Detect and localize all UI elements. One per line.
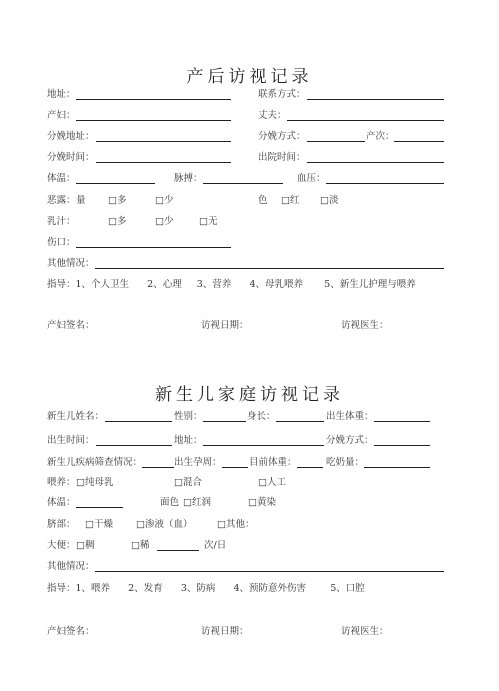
stool-thick-checkbox[interactable]: □ 稠 xyxy=(76,540,95,552)
newborn-name-label: 新生儿姓名： xyxy=(47,411,105,422)
milk-more-checkbox[interactable]: □ 多 xyxy=(108,216,127,228)
stool-frequency-field[interactable] xyxy=(157,550,199,551)
newborn-title: 新生儿家庭访视记录 xyxy=(155,385,344,405)
rosy-checkbox[interactable]: □ 红润 xyxy=(183,497,211,509)
birth-weight-field[interactable] xyxy=(374,421,430,422)
formula-feeding-checkbox[interactable]: □ 人工 xyxy=(258,477,286,489)
screening-field[interactable] xyxy=(142,467,174,468)
blood-pressure-label: 血压： xyxy=(297,173,326,184)
blood-pressure-field[interactable] xyxy=(326,183,444,184)
milk-amount-label: 吃奶量： xyxy=(326,457,365,468)
milk-amount-field[interactable] xyxy=(364,467,430,468)
newborn-visit-doctor-label: 访视医生： xyxy=(341,626,389,637)
newborn-temperature-field[interactable] xyxy=(76,507,123,508)
pulse-field[interactable] xyxy=(203,183,283,184)
stool-thin-checkbox[interactable]: □ 稀 xyxy=(131,540,150,552)
screening-label: 新生儿疾病筛查情况： xyxy=(47,457,143,468)
discharge-time-label: 出院时间： xyxy=(258,152,306,163)
umbilical-label: 脐部： xyxy=(47,519,76,530)
address-label: 地址： xyxy=(47,89,76,100)
visit-date-label: 访视日期： xyxy=(201,320,249,331)
newborn-delivery-method-label: 分娩方式： xyxy=(326,435,374,446)
parity-label: 产次： xyxy=(366,131,395,142)
contact-field[interactable] xyxy=(307,99,444,100)
delivery-method-label: 分娩方式： xyxy=(258,131,306,142)
newborn-name-field[interactable] xyxy=(105,421,172,422)
milk-less-checkbox[interactable]: □ 少 xyxy=(155,216,174,228)
pulse-label: 脉搏： xyxy=(174,173,203,184)
birth-weight-label: 出生体重： xyxy=(326,411,374,422)
newborn-guidance-text: 指导：1、喂养 2、发育 3、防病 4、预防意外伤害 5、口腔 xyxy=(47,583,365,594)
height-label: 身长： xyxy=(247,411,276,422)
height-field[interactable] xyxy=(276,421,324,422)
delivery-method-field[interactable] xyxy=(307,141,365,142)
contact-label: 联系方式： xyxy=(258,89,306,100)
lochia-label: 恶露： xyxy=(47,195,76,206)
wound-field[interactable] xyxy=(76,247,231,248)
milk-none-checkbox[interactable]: □ 无 xyxy=(199,216,218,228)
mixed-feeding-checkbox[interactable]: □ 混合 xyxy=(174,477,202,489)
newborn-visit-date-label: 访视日期： xyxy=(201,626,249,637)
current-weight-field[interactable] xyxy=(297,467,323,468)
complexion-label: 面色 xyxy=(160,497,180,508)
wound-label: 伤口： xyxy=(47,237,76,248)
visit-doctor-label: 访视医生： xyxy=(341,320,389,331)
lochia-more-checkbox[interactable]: □ 多 xyxy=(108,195,127,207)
guidance-text: 指导：1、个人卫生 2、心理 3、营养 4、母乳喂养 5、新生儿护理与喂养 xyxy=(47,279,416,290)
gender-field[interactable] xyxy=(203,421,246,422)
lochia-light-checkbox[interactable]: □ 淡 xyxy=(320,195,339,207)
lochia-color-label: 色 xyxy=(258,195,268,206)
birth-time-field[interactable] xyxy=(96,445,172,446)
stool-label: 大便： xyxy=(47,540,76,551)
jaundice-checkbox[interactable]: □ 黄染 xyxy=(248,497,276,509)
current-weight-label: 目前体重： xyxy=(249,457,297,468)
mother-signature-label: 产妇签名： xyxy=(47,320,95,331)
breastfeeding-checkbox[interactable]: □ 纯母乳 xyxy=(76,477,114,489)
newborn-mother-signature-label: 产妇签名： xyxy=(47,626,95,637)
lochia-amount-label: 量 xyxy=(76,195,86,206)
gestational-age-label: 出生孕周： xyxy=(174,457,222,468)
parity-field[interactable] xyxy=(394,141,444,142)
delivery-address-field[interactable] xyxy=(96,141,231,142)
delivery-time-field[interactable] xyxy=(96,162,231,163)
gestational-age-field[interactable] xyxy=(222,467,248,468)
other-label: 其他情况： xyxy=(47,258,95,269)
newborn-address-label: 地址： xyxy=(174,435,203,446)
gender-label: 性别： xyxy=(174,411,203,422)
mother-label: 产妇： xyxy=(47,110,76,121)
umbilical-dry-checkbox[interactable]: □ 干燥 xyxy=(85,519,113,531)
umbilical-exudate-checkbox[interactable]: □ 渗液（血） xyxy=(136,519,193,531)
newborn-delivery-method-field[interactable] xyxy=(374,445,430,446)
newborn-temperature-label: 体温： xyxy=(47,497,76,508)
birth-time-label: 出生时间： xyxy=(47,435,95,446)
temperature-label: 体温： xyxy=(47,173,76,184)
milk-label: 乳汁： xyxy=(47,216,76,227)
address-field[interactable] xyxy=(76,99,231,100)
feeding-label: 喂养： xyxy=(47,477,76,488)
postpartum-title: 产后访视记录 xyxy=(186,67,313,87)
newborn-address-field[interactable] xyxy=(203,445,324,446)
temperature-field[interactable] xyxy=(76,183,155,184)
other-field[interactable] xyxy=(95,268,444,269)
mother-field[interactable] xyxy=(76,120,231,121)
lochia-red-checkbox[interactable]: □ 红 xyxy=(281,195,300,207)
lochia-less-checkbox[interactable]: □ 少 xyxy=(155,195,174,207)
discharge-time-field[interactable] xyxy=(307,162,444,163)
per-day-label: 次/日 xyxy=(204,540,227,551)
delivery-address-label: 分娩地址： xyxy=(47,131,95,142)
newborn-other-label: 其他情况： xyxy=(47,561,95,572)
husband-field[interactable] xyxy=(287,120,444,121)
newborn-other-field[interactable] xyxy=(95,571,444,572)
umbilical-other-checkbox[interactable]: □ 其他： xyxy=(217,519,255,531)
delivery-time-label: 分娩时间： xyxy=(47,152,95,163)
husband-label: 丈夫： xyxy=(258,110,287,121)
